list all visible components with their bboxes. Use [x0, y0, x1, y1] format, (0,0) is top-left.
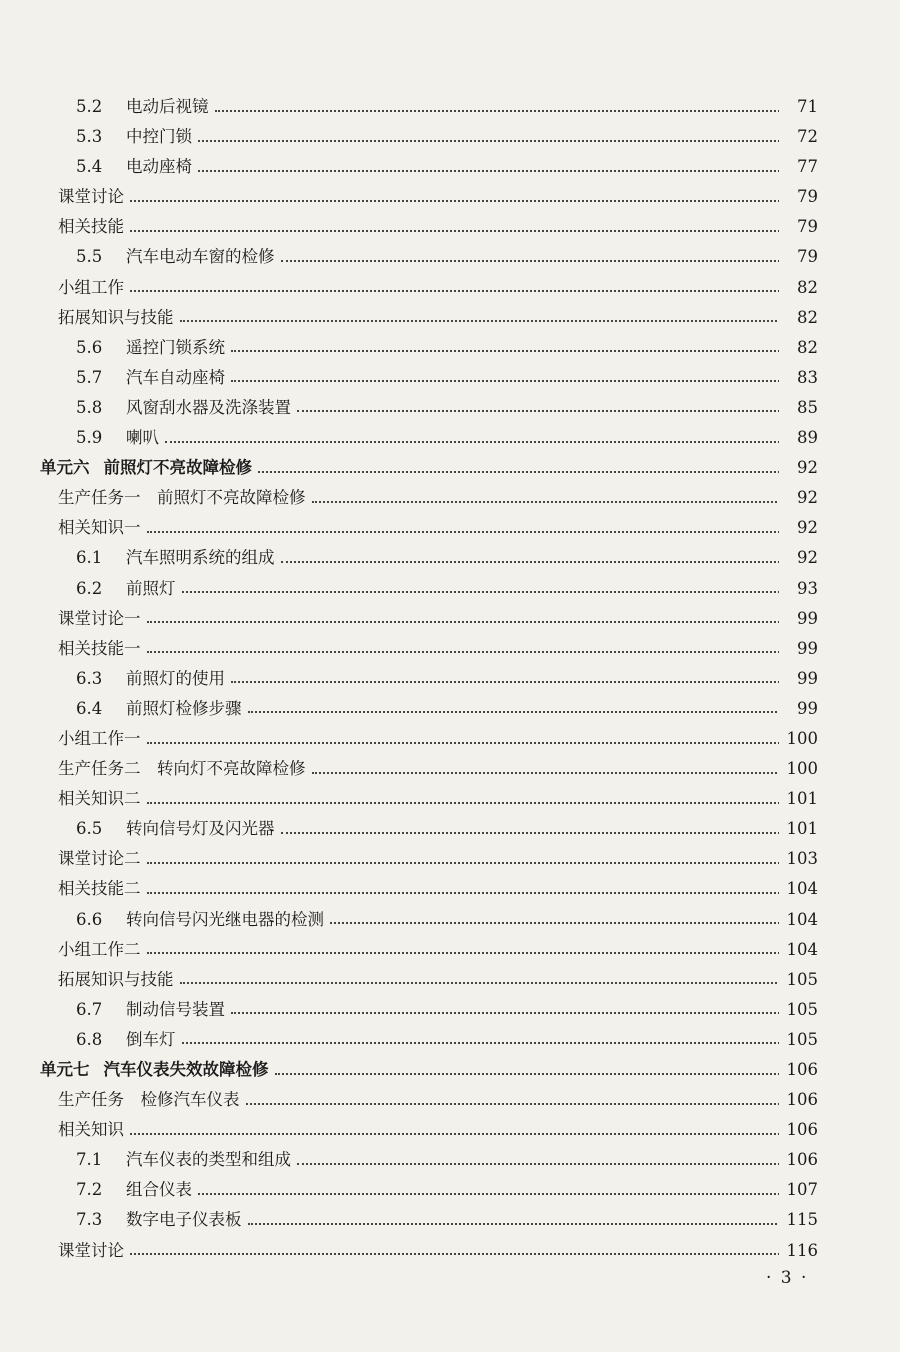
- toc-entry-number: 单元六: [40, 458, 90, 478]
- toc-subsection-entry[interactable]: [0, 543, 900, 573]
- toc-entry-page: 93: [779, 574, 818, 604]
- toc-entry-title: 课堂讨论一: [58, 608, 141, 628]
- toc-section-entry[interactable]: [0, 754, 900, 784]
- toc-entry-page: 100: [779, 754, 818, 784]
- toc-entry-page: 72: [779, 122, 818, 152]
- toc-entry-title: 小组工作一: [58, 728, 141, 748]
- page-number: · 3 ·: [766, 1268, 809, 1288]
- toc-section-entry[interactable]: [0, 483, 900, 513]
- toc-leader-dots: [231, 379, 812, 382]
- toc-entry-title: 数字电子仪表板: [126, 1210, 242, 1230]
- toc-entry-page: 106: [779, 1055, 818, 1085]
- toc-section-entry[interactable]: [0, 634, 900, 664]
- toc-entry-title: 生产任务 检修汽车仪表: [58, 1090, 240, 1110]
- toc-entry-title: 遥控门锁系统: [126, 337, 225, 357]
- toc-entry-title: 小组工作二: [58, 939, 141, 959]
- toc-leader-dots: [297, 409, 812, 412]
- toc-entry-title: 转向信号灯及闪光器: [126, 819, 275, 839]
- toc-entry-title: 小组工作: [58, 277, 124, 297]
- toc-section-entry[interactable]: [0, 604, 900, 634]
- toc-subsection-entry[interactable]: [0, 664, 900, 694]
- toc-entry-page: 100: [779, 724, 818, 754]
- toc-entry-title: 汽车仪表失效故障检修: [103, 1060, 269, 1079]
- toc-entry-title: 拓展知识与技能: [58, 307, 174, 327]
- toc-subsection-entry[interactable]: [0, 694, 900, 724]
- toc-entry-page: 82: [779, 303, 818, 333]
- toc-entry-number: 6.1: [76, 548, 103, 568]
- toc-entry-title: 前照灯的使用: [126, 668, 225, 688]
- toc-entry-page: 105: [779, 995, 818, 1025]
- toc-entry-title: 倒车灯: [126, 1029, 176, 1049]
- toc-leader-dots: [198, 1192, 812, 1195]
- toc-leader-dots: [275, 1072, 813, 1075]
- toc-entry-number: 6.8: [76, 1029, 103, 1049]
- toc-section-entry[interactable]: [0, 273, 900, 303]
- toc-subsection-entry[interactable]: [0, 1205, 900, 1235]
- toc-subsection-entry[interactable]: [0, 574, 900, 604]
- toc-entry-title: 拓展知识与技能: [58, 969, 174, 989]
- toc-leader-dots: [248, 1222, 813, 1225]
- toc-leader-dots: [246, 1102, 813, 1105]
- toc-entry-page: 89: [779, 423, 818, 453]
- toc-leader-dots: [198, 169, 812, 172]
- toc-entry-page: 99: [779, 604, 818, 634]
- toc-subsection-entry[interactable]: [0, 393, 900, 423]
- toc-entry-title: 相关技能二: [58, 879, 141, 899]
- toc-section-entry[interactable]: [0, 724, 900, 754]
- toc-entry-number: 7.1: [76, 1150, 103, 1170]
- toc-entry-number: 5.2: [76, 97, 103, 116]
- toc-leader-dots: [147, 741, 813, 744]
- toc-entry-number: 6.5: [76, 819, 103, 839]
- toc-leader-dots: [231, 1011, 812, 1014]
- toc-subsection-entry[interactable]: [0, 152, 900, 182]
- toc-entry-page: 79: [779, 242, 818, 272]
- toc-entry-number: 7.2: [76, 1180, 103, 1200]
- toc-leader-dots: [130, 199, 812, 202]
- toc-entry-number: 6.4: [76, 698, 103, 718]
- toc-entry-page: 82: [779, 273, 818, 303]
- toc-section-entry[interactable]: [0, 935, 900, 965]
- toc-entry-number: 单元七: [40, 1060, 90, 1079]
- toc-entry-page: 104: [779, 874, 818, 904]
- toc-leader-dots: [147, 801, 813, 804]
- toc-entry-title: 前照灯: [126, 578, 176, 598]
- toc-entry-page: 115: [779, 1205, 818, 1235]
- toc-leader-dots: [198, 139, 812, 142]
- toc-entry-page: 83: [779, 363, 818, 393]
- toc-entry-page: 103: [779, 844, 818, 874]
- toc-entry-number: 5.7: [76, 367, 103, 387]
- toc-section-entry[interactable]: [0, 1085, 900, 1115]
- toc-leader-dots: [165, 440, 812, 443]
- toc-leader-dots: [130, 289, 812, 292]
- toc-entry-title: 相关知识二: [58, 789, 141, 809]
- toc-leader-dots: [182, 590, 813, 593]
- toc-entry-number: 5.3: [76, 127, 103, 147]
- toc-section-entry[interactable]: [0, 784, 900, 814]
- toc-leader-dots: [130, 1132, 812, 1135]
- toc-entry-page: 105: [779, 965, 818, 995]
- toc-subsection-entry[interactable]: [0, 92, 900, 122]
- toc-leader-dots: [281, 831, 813, 834]
- toc-leader-dots: [147, 620, 813, 623]
- toc-entry-page: 106: [779, 1085, 818, 1115]
- toc-entry-title: 前照灯不亮故障检修: [103, 458, 252, 478]
- toc-subsection-entry[interactable]: [0, 363, 900, 393]
- toc-subsection-entry[interactable]: [0, 905, 900, 935]
- toc-entry-page: 85: [779, 393, 818, 423]
- toc-entry-title: 生产任务一 前照灯不亮故障检修: [58, 488, 306, 508]
- toc-entry-number: 5.9: [76, 428, 103, 448]
- toc-entry-title: 制动信号装置: [126, 999, 225, 1019]
- toc-entry-number: 5.5: [76, 247, 103, 267]
- toc-entry-page: 79: [779, 182, 818, 212]
- toc-leader-dots: [147, 951, 813, 954]
- toc-leader-dots: [297, 1162, 812, 1165]
- toc-leader-dots: [147, 861, 813, 864]
- toc-leader-dots: [147, 891, 813, 894]
- toc-section-entry[interactable]: [0, 513, 900, 543]
- toc-leader-dots: [281, 560, 813, 563]
- toc-entry-title: 相关技能: [58, 217, 124, 237]
- toc-entry-page: 106: [779, 1115, 818, 1145]
- toc-entry-number: 6.2: [76, 578, 103, 598]
- toc-entry-title: 相关知识一: [58, 518, 141, 538]
- toc-entry-title: 相关知识: [58, 1120, 124, 1140]
- toc-leader-dots: [312, 500, 813, 503]
- toc-section-entry[interactable]: [0, 1115, 900, 1145]
- toc-entry-title: 喇叭: [126, 428, 159, 448]
- toc-entry-page: 116: [779, 1236, 818, 1266]
- toc-entry-page: 101: [779, 814, 818, 844]
- toc-leader-dots: [281, 259, 813, 262]
- toc-section-entry[interactable]: [0, 844, 900, 874]
- toc-entry-title: 汽车电动车窗的检修: [126, 247, 275, 267]
- toc-entry-title: 汽车照明系统的组成: [126, 548, 275, 568]
- toc-subsection-entry[interactable]: [0, 995, 900, 1025]
- toc-section-entry[interactable]: [0, 303, 900, 333]
- toc-entry-title: 电动后视镜: [126, 97, 209, 116]
- toc-entry-page: 92: [779, 453, 818, 483]
- toc-entry-page: 105: [779, 1025, 818, 1055]
- toc-entry-title: 课堂讨论二: [58, 849, 141, 869]
- toc-entry-title: 电动座椅: [126, 157, 192, 177]
- toc-entry-title: 组合仪表: [126, 1180, 192, 1200]
- toc-leader-dots: [215, 109, 813, 112]
- toc-entry-title: 课堂讨论: [58, 187, 124, 207]
- toc-entry-title: 汽车仪表的类型和组成: [126, 1150, 291, 1170]
- table-of-contents: [0, 92, 900, 1266]
- toc-entry-page: 106: [779, 1145, 818, 1175]
- toc-entry-title: 前照灯检修步骤: [126, 698, 242, 718]
- toc-entry-title: 风窗刮水器及洗涤装置: [126, 397, 291, 417]
- toc-entry-number: 6.7: [76, 999, 103, 1019]
- toc-entry-title: 生产任务二 转向灯不亮故障检修: [58, 759, 306, 779]
- toc-entry-number: 5.6: [76, 337, 103, 357]
- toc-entry-page: 107: [779, 1175, 818, 1205]
- toc-leader-dots: [312, 771, 813, 774]
- toc-subsection-entry[interactable]: [0, 1025, 900, 1055]
- toc-entry-page: 92: [779, 543, 818, 573]
- toc-leader-dots: [182, 1041, 813, 1044]
- toc-entry-page: 99: [779, 634, 818, 664]
- toc-entry-page: 82: [779, 333, 818, 363]
- toc-section-entry[interactable]: [0, 212, 900, 242]
- toc-entry-title: 转向信号闪光继电器的检测: [126, 909, 324, 929]
- toc-entry-title: 课堂讨论: [58, 1240, 124, 1260]
- toc-entry-page: 99: [779, 694, 818, 724]
- toc-entry-page: 92: [779, 483, 818, 513]
- toc-entry-number: 5.8: [76, 397, 103, 417]
- toc-section-entry[interactable]: [0, 182, 900, 212]
- toc-leader-dots: [130, 229, 812, 232]
- toc-entry-number: 7.3: [76, 1210, 103, 1230]
- toc-leader-dots: [258, 470, 812, 473]
- toc-leader-dots: [231, 349, 812, 352]
- toc-leader-dots: [330, 921, 812, 924]
- toc-leader-dots: [248, 710, 813, 713]
- toc-subsection-entry[interactable]: [0, 1175, 900, 1205]
- toc-entry-page: 71: [779, 92, 818, 122]
- toc-unit-entry[interactable]: [0, 453, 900, 483]
- toc-leader-dots: [180, 981, 813, 984]
- toc-section-entry[interactable]: [0, 1236, 900, 1266]
- toc-section-entry[interactable]: [0, 965, 900, 995]
- toc-entry-page: 104: [779, 905, 818, 935]
- toc-leader-dots: [231, 680, 812, 683]
- toc-entry-number: 6.3: [76, 668, 103, 688]
- toc-entry-page: 79: [779, 212, 818, 242]
- toc-entry-page: 77: [779, 152, 818, 182]
- toc-entry-page: 99: [779, 664, 818, 694]
- toc-leader-dots: [147, 650, 813, 653]
- toc-entry-title: 中控门锁: [126, 127, 192, 147]
- toc-subsection-entry[interactable]: [0, 242, 900, 272]
- toc-entry-page: 92: [779, 513, 818, 543]
- toc-entry-number: 6.6: [76, 909, 103, 929]
- toc-section-entry[interactable]: [0, 874, 900, 904]
- toc-entry-page: 104: [779, 935, 818, 965]
- toc-entry-title: 汽车自动座椅: [126, 367, 225, 387]
- toc-leader-dots: [180, 319, 813, 322]
- toc-entry-number: 5.4: [76, 157, 103, 177]
- toc-entry-title: 相关技能一: [58, 638, 141, 658]
- toc-leader-dots: [147, 530, 813, 533]
- toc-entry-page: 101: [779, 784, 818, 814]
- toc-leader-dots: [130, 1252, 812, 1255]
- toc-subsection-entry[interactable]: [0, 814, 900, 844]
- toc-unit-entry[interactable]: [0, 1055, 900, 1085]
- toc-subsection-entry[interactable]: [0, 122, 900, 152]
- toc-subsection-entry[interactable]: [0, 333, 900, 363]
- toc-subsection-entry[interactable]: [0, 1145, 900, 1175]
- toc-subsection-entry[interactable]: [0, 423, 900, 453]
